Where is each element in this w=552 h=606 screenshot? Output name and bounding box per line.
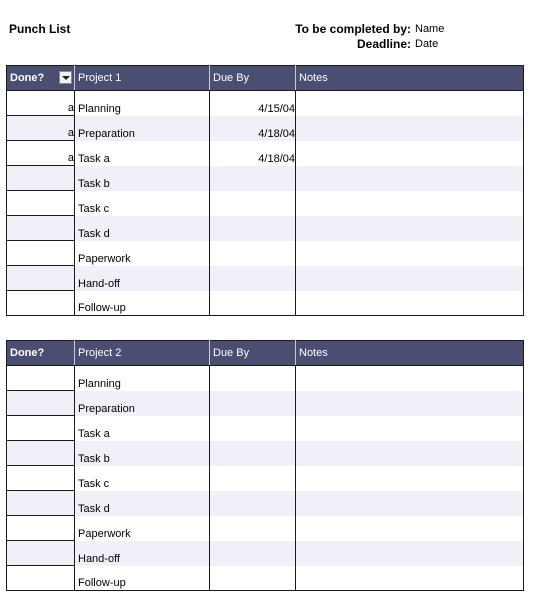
task-cell[interactable]: Preparation [75,116,210,141]
notes-cell[interactable] [296,516,524,541]
notes-cell[interactable] [296,266,524,291]
task-cell[interactable]: Task b [75,441,210,466]
done-cell[interactable] [7,216,75,241]
notes-cell[interactable] [296,566,524,591]
notes-cell[interactable] [296,91,524,116]
table-row [7,466,524,491]
done-column-header[interactable] [7,66,75,91]
table-row [7,291,524,316]
table-row [7,141,524,166]
table-row [7,241,524,266]
done-cell[interactable] [7,416,75,441]
table-row [7,191,524,216]
project-2-table [6,340,524,591]
deadline-row [290,37,470,52]
due-date-cell[interactable]: 4/18/04 [210,116,296,141]
notes-cell[interactable] [296,141,524,166]
due-column-header[interactable]: Due By [210,66,296,91]
due-date-cell[interactable] [210,366,296,391]
done-cell[interactable] [7,241,75,266]
task-cell[interactable]: Follow-up [75,291,210,316]
table-row [7,266,524,291]
task-cell[interactable]: Planning [75,366,210,391]
notes-cell[interactable] [296,166,524,191]
due-date-cell[interactable] [210,191,296,216]
notes-column-header[interactable]: Notes [296,341,524,366]
notes-cell[interactable] [296,441,524,466]
notes-cell[interactable] [296,541,524,566]
project-column-header[interactable]: Project 2 [75,341,210,366]
header-row [7,66,524,91]
task-cell[interactable]: Planning [75,91,210,116]
completed-by-row [290,22,470,37]
done-header-label: Done? [10,72,45,84]
notes-cell[interactable] [296,416,524,441]
notes-cell[interactable] [296,191,524,216]
due-date-cell[interactable] [210,241,296,266]
due-date-cell[interactable] [210,441,296,466]
done-cell[interactable] [7,191,75,216]
done-column-header[interactable]: Done? [7,341,75,366]
notes-cell[interactable] [296,366,524,391]
task-cell[interactable]: Task c [75,191,210,216]
notes-cell[interactable] [296,291,524,316]
done-cell[interactable] [7,441,75,466]
task-cell[interactable]: Task b [75,166,210,191]
task-cell[interactable]: Paperwork [75,516,210,541]
done-cell[interactable] [7,166,75,191]
task-cell[interactable]: Paperwork [75,241,210,266]
done-cell[interactable]: a [7,116,75,141]
done-cell[interactable]: a [7,91,75,116]
due-date-cell[interactable] [210,166,296,191]
task-cell[interactable]: Task a [75,141,210,166]
due-date-cell[interactable] [210,541,296,566]
task-cell[interactable]: Task d [75,216,210,241]
done-cell[interactable] [7,491,75,516]
deadline-label: Deadline: [356,37,411,51]
project-1-table [6,65,524,316]
table-row [7,91,524,116]
notes-cell[interactable] [296,491,524,516]
page-title: Punch List [9,22,71,36]
due-column-header[interactable]: Due By [210,341,296,366]
task-cell[interactable]: Task a [75,416,210,441]
notes-cell[interactable] [296,116,524,141]
task-cell[interactable]: Hand-off [75,266,210,291]
table-row [7,541,524,566]
task-cell[interactable]: Preparation [75,391,210,416]
table-row [7,491,524,516]
notes-cell[interactable] [296,241,524,266]
project-column-header[interactable]: Project 1 [75,66,210,91]
table-row [7,441,524,466]
table-row [7,391,524,416]
due-date-cell[interactable] [210,566,296,591]
done-cell[interactable] [7,566,75,591]
done-cell[interactable] [7,266,75,291]
assignment-info [290,22,470,52]
notes-column-header[interactable]: Notes [296,66,524,91]
done-cell[interactable] [7,291,75,316]
task-cell[interactable]: Follow-up [75,566,210,591]
notes-cell[interactable] [296,391,524,416]
table-row [7,116,524,141]
due-date-cell[interactable] [210,216,296,241]
task-cell[interactable]: Hand-off [75,541,210,566]
notes-cell[interactable] [296,466,524,491]
table-row [7,166,524,191]
due-date-cell[interactable] [210,266,296,291]
deadline-value[interactable]: Date [415,38,439,50]
header-row [7,341,524,366]
due-date-cell[interactable] [210,391,296,416]
due-date-cell[interactable] [210,291,296,316]
due-date-cell[interactable] [210,516,296,541]
completed-by-value[interactable]: Name [415,23,445,35]
completed-by-label: To be completed by: [295,22,411,36]
table-row [7,566,524,591]
table-row [7,416,524,441]
table-row [7,516,524,541]
done-cell[interactable] [7,541,75,566]
due-date-cell[interactable]: 4/15/04 [210,91,296,116]
due-date-cell[interactable] [210,416,296,441]
task-cell[interactable]: Task c [75,466,210,491]
done-cell[interactable] [7,391,75,416]
done-cell[interactable] [7,466,75,491]
due-date-cell[interactable]: 4/18/04 [210,141,296,166]
due-date-cell[interactable] [210,466,296,491]
filter-dropdown-icon[interactable] [59,71,72,84]
notes-cell[interactable] [296,216,524,241]
done-cell[interactable] [7,366,75,391]
due-date-cell[interactable] [210,491,296,516]
table-row [7,366,524,391]
done-cell[interactable] [7,516,75,541]
table-row [7,216,524,241]
done-cell[interactable]: a [7,141,75,166]
task-cell[interactable]: Task d [75,491,210,516]
